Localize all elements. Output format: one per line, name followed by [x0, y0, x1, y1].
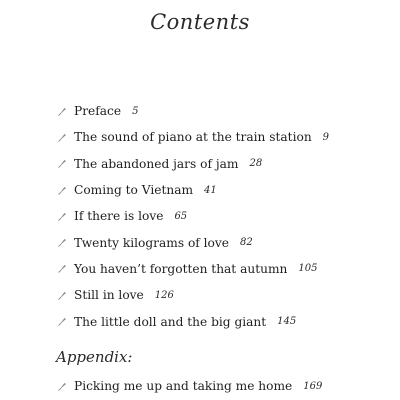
toc-item-page: 41 [204, 184, 217, 196]
toc-item-page: 5 [132, 105, 139, 117]
pen-nib-icon [58, 264, 67, 273]
toc-item-page: 105 [298, 263, 318, 275]
pen-nib-icon [58, 212, 67, 221]
toc-item[interactable] [58, 177, 329, 203]
pen-nib-icon [58, 107, 67, 116]
toc-list [58, 98, 329, 335]
toc-item-page: 9 [322, 131, 330, 143]
appendix-heading: Appendix: [56, 348, 133, 366]
toc-item[interactable] [58, 203, 329, 229]
toc-item-page: 65 [174, 210, 188, 222]
pen-nib-icon [58, 159, 67, 168]
pen-nib-icon [58, 382, 67, 391]
toc-item-title: If there is love [74, 209, 164, 224]
toc-item[interactable] [58, 229, 329, 255]
toc-item[interactable] [58, 151, 329, 177]
appendix-list [58, 373, 322, 399]
pen-nib-icon [58, 133, 67, 142]
toc-item-title: The sound of piano at the train station [74, 130, 312, 145]
toc-item-title: The abandoned jars of jam [74, 156, 239, 171]
toc-item-page: 126 [154, 289, 174, 301]
toc-item-page: 82 [240, 237, 253, 249]
toc-item-title: Coming to Vietnam [74, 183, 194, 198]
pen-nib-icon [58, 317, 67, 326]
toc-item[interactable] [58, 124, 329, 150]
toc-item[interactable] [58, 282, 329, 308]
appendix-item-page: 169 [303, 380, 323, 392]
toc-item[interactable] [58, 308, 329, 334]
toc-item[interactable] [58, 256, 329, 282]
toc-item-title: Twenty kilograms of love [74, 235, 229, 250]
appendix-item-title: Picking me up and taking me home [74, 379, 293, 394]
toc-item-title: You haven’t forgotten that autumn [74, 261, 288, 276]
toc-item[interactable] [58, 98, 329, 124]
pen-nib-icon [58, 238, 67, 247]
toc-item-title: Still in love [74, 288, 144, 303]
pen-nib-icon [58, 186, 67, 195]
toc-item-title: The little doll and the big giant [74, 314, 267, 329]
appendix-item[interactable] [58, 373, 322, 399]
pen-nib-icon [58, 291, 67, 300]
toc-item-page: 28 [249, 158, 263, 170]
toc-item-title: Preface [74, 104, 122, 119]
page-title: Contents [150, 10, 250, 34]
toc-item-page: 145 [277, 316, 297, 328]
